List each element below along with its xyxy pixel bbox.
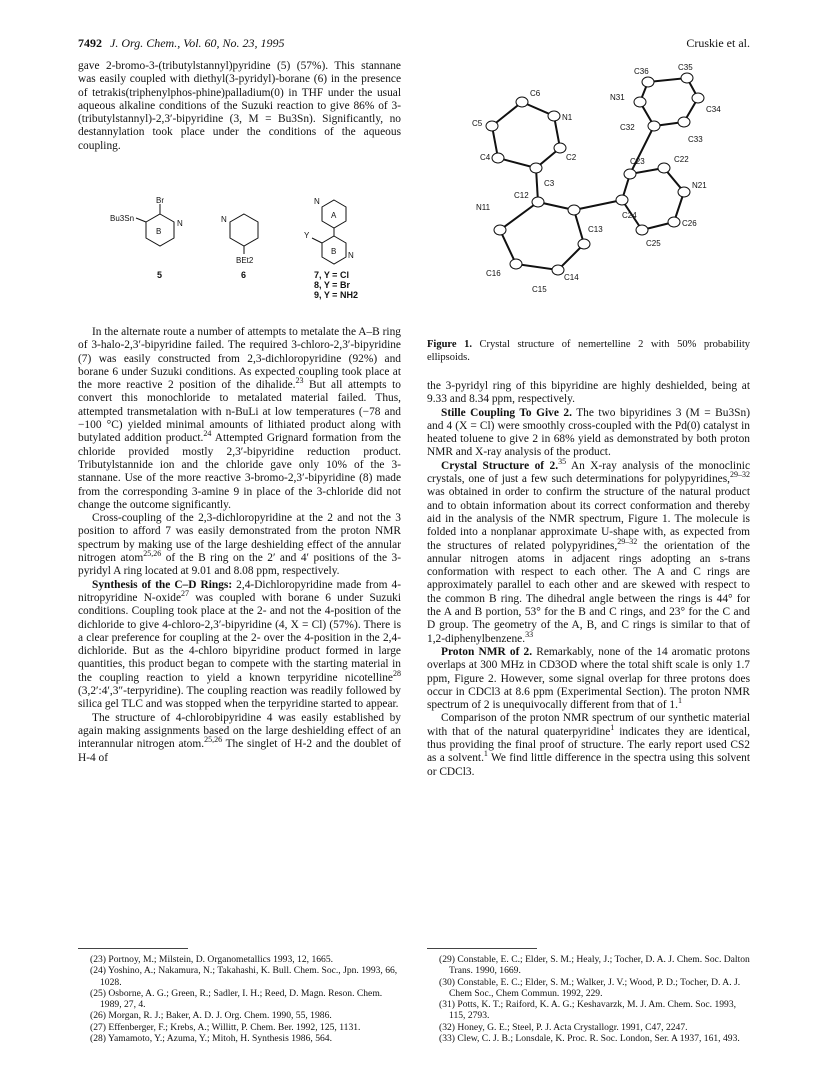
paragraph: Synthesis of the C–D Rings: 2,4-Dichloropyridine made from 4-nitropyridine N-oxide$^{27}$ was coupled with borane 6 under Suzuki conditions. Coupling took place at the 2- and not the 4-position of the dichloride to give 4-chloro-2,3′-bipyridine (4, X = Cl) (57%). There is a clear preference for coupling at the 2- over the 4-position in the 2,4-dichloride. But as the 4-chloro bipyridine product formed in large quantities, this product began to compete with the starting material in the coupling reaction to yield a known terpyridine nicotelline$^{28}$ (3,2′:4′,3″-terpyridine). The coupling reaction was readily followed by silica gel TLC and was stopped when the terpyridine started to appear. (78, 578, 402, 711)
bromo-label: Br (156, 196, 164, 205)
atom-label: C13 (588, 225, 603, 234)
chemical-structures (78, 196, 401, 312)
compound-7-label: 7, Y = Cl (314, 270, 349, 280)
atom-label: C2 (566, 153, 577, 162)
paragraph: Crystal Structure of 2.35 An X-ray analysis of the monoclinic crystals, one of just a few such determinations for polypyridines,$^{29-32}$ was obtained in order to confirm the structure of the natural product and to obtain information about its correct conformation and thereby aid in the analysis of the NMR spectrum, Figure 1. The molecule is folded into a nonplanar approximate U-shape with, as expected from the structures of related polypyridines,$^{29-32}$ the orientation of the annular nitrogen atoms in adjacent rings adopting an s-trans conformation with respect to each other. The A and C rings are approximately parallel to each other and are skewed with respect to the common B ring. The dihedral angle between the rings is 44° for the A and B portion, 53° for the B and C rings, and 23° for the C and D group. The geometry of the A, B, and C rings is similar to that of 1,2-diphenylbenzene.$^{33}$ (427, 456, 751, 645)
page-header (78, 36, 750, 52)
substituent-y-label: Y (304, 231, 310, 240)
section-heading: Synthesis of the C–D Rings: (92, 578, 233, 591)
footnote-divider (427, 948, 537, 949)
paragraph: Proton NMR of 2. Remarkably, none of the 14 aromatic protons overlaps at 300 MHz in CD3OD where the total shift scale is only 1.7 ppm, Figure 2. However, some signal overlap for three protons does occur in CDCl3 at 8.6 ppm (Experimental Section). The proton NMR spectrum of 2 is unequivocally different from that of 1.$^1$ (427, 645, 750, 712)
atom-label: C36 (634, 67, 649, 76)
atom-label: C12 (514, 191, 529, 200)
diethylborane-label: BEt2 (236, 256, 254, 265)
atom-label: N11 (476, 203, 491, 212)
atom-label: C26 (682, 219, 697, 228)
paragraph: Cross-coupling of the 2,3-dichloropyridine at the 2 and not the 3 position to afford 7 was easily demonstrated from the proton NMR spectrum by making use of the large deshielding effect of the annular nitrogen atom$^{25,26}$ of the B ring on the 2′ and 4′ positions of the 3-pyridyl A ring located at 9.01 and 8.08 ppm, respectively. (78, 512, 401, 578)
ring-b-label: B (156, 227, 162, 236)
reference-item: (27) Effenberger, F.; Krebs, A.; Willitt, P. Chem. Ber. 1992, 125, 1131. (90, 1021, 361, 1033)
ring-a-label: A (331, 211, 337, 220)
atom-ellipsoids (486, 73, 704, 275)
references-right (427, 954, 750, 1044)
journal-citation (78, 36, 285, 51)
section-heading: Stille Coupling To Give 2. (441, 406, 572, 419)
compound-8-label: 8, Y = Br (314, 280, 350, 290)
paragraph: The structure of 4-chlorobipyridine 4 was easily established by again making assignments based on the large deshielding effect of an interannular nitrogen atom.$^{25,26}$ The singlet of H-2 and the doublet of H-4 of (78, 711, 401, 764)
atom-label: N31 (610, 93, 625, 102)
reference-item: (31) Potts, K. T.; Raiford, K. A. G.; Keshavarzk, M. J. Am. Chem. Soc. 1993, 115, 2793. (439, 999, 737, 1022)
atom-label: C34 (706, 105, 721, 114)
references-left (78, 954, 401, 1044)
crystal-structure-figure (452, 60, 752, 330)
right-column-body (427, 380, 750, 779)
page-number: 7492 (78, 36, 102, 50)
paragraph: the 3-pyridyl ring of this bipyridine are highly deshielded, being at 9.33 and 8.34 ppm, respectively. (427, 380, 750, 406)
reference-item: (30) Constable, E. C.; Elder, S. M.; Walker, J. V.; Wood, P. D.; Tocher, D. A. J. Chem Soc., Chem Commun. 1992, 229. (439, 976, 741, 999)
compound-9-label: 9, Y = NH2 (314, 290, 358, 300)
footnote-divider (78, 948, 188, 949)
atom-label: C5 (472, 119, 483, 128)
atom-label: C35 (678, 63, 693, 72)
paragraph: In the alternate route a number of attempts to metalate the A–B ring of 3-halo-2,3′-bipyridine failed. The required 3-chloro-2,3′-bipyridine (7) was easily constructed from 2,3-dichloropyridine (92%) and borane 6 under Suzuki conditions. As expected coupling took place at the more reactive 2 position of the dihalide.$^{23}$ But all attempts to convert this monochloride to metalated material failed. Thus, attempted transmetalation with n-BuLi at low temperatures (−78 and −100 °C) yielded minimal amounts of lithiated product along with butylated addition product.$^{24}$ Attempted Grignard formation from the chloride provided mostly 2,3′-bipyridine reduction product. Tributylstannide ion and the chloride gave only 10% of the 3-stannane. Use of the more reactive 3-bromo-2,3′-bipyridine (8) made from the corresponding 3-amine 9 in place of the 3-chloride did not change the outcome significantly. (78, 326, 401, 511)
atom-label: C6 (530, 89, 541, 98)
atom-label: N21 (692, 181, 707, 190)
nitrogen-label: N (314, 197, 320, 206)
section-heading: Proton NMR of 2. (441, 645, 533, 658)
reference-item: (33) Clew, C. J. B.; Lonsdale, K. Proc. R. Soc. London, Ser. A 1937, 161, 493. (439, 1033, 740, 1045)
left-column-top (78, 60, 401, 153)
left-column-body (78, 326, 401, 765)
nitrogen-label: N (221, 215, 227, 224)
atom-label: C24 (622, 211, 637, 220)
reference-item: (29) Constable, E. C.; Elder, S. M.; Healy, J.; Tocher, D. A. J. Chem. Soc. Dalton Trans. 1990, 1669. (439, 954, 750, 977)
atom-label: C15 (532, 285, 547, 294)
running-authors: Cruskie et al. (686, 36, 750, 50)
reference-item: (24) Yoshino, A.; Nakamura, N.; Takahashi, K. Bull. Chem. Soc., Jpn. 1993, 66, 1028. (90, 965, 398, 988)
paragraph: gave 2-bromo-3-(tributylstannyl)pyridine (5) (57%). This stannane was easily coupled with diethyl(3-pyridyl)-borane (6) in the presence of tetrakis(triphenylphos-phine)palladium(0) in THF under the usual aqueous alkaline conditions of the Suzuki reaction to give 86% of 3-(tributylstannyl)-2,3′-bipyridine (3, M = Bu3Sn). Significantly, no destannylation took place under the conditions of the aqueous coupling. (78, 60, 401, 152)
atom-label: C22 (674, 155, 689, 164)
compound-6-label: 6 (241, 270, 247, 280)
reference-item: (23) Portnoy, M.; Milstein, D. Organometallics 1993, 12, 1665. (90, 954, 334, 965)
atom-labels (472, 63, 721, 294)
atom-label: C25 (646, 239, 661, 248)
section-heading: Crystal Structure of 2. (441, 459, 559, 472)
atom-label: C16 (486, 269, 501, 278)
figure-label: Figure 1. (427, 339, 472, 350)
atom-label: C32 (620, 123, 635, 132)
atom-label: C4 (480, 153, 491, 162)
journal-name: J. Org. Chem., Vol. 60, No. 23, 1995 (110, 36, 285, 50)
nitrogen-label: N (348, 251, 354, 260)
atom-label: C3 (544, 179, 555, 188)
paragraph: Stille Coupling To Give 2. The two bipyridines 3 (M = Bu3Sn) and 4 (X = Cl) were smoothly cross-coupled with the Pd(0) catalyst in heated toluene to give 2 in 68% yield as demonstrated by both proton NMR and X-ray analysis of the product. (427, 406, 750, 459)
atom-label: C33 (688, 135, 703, 144)
figure-caption: Figure 1. Crystal structure of nemertelline 2 with 50% probability ellipsoids. (427, 339, 750, 363)
reference-item: (26) Morgan, R. J.; Baker, A. D. J. Org. Chem. 1990, 55, 1986. (90, 1010, 332, 1022)
atom-label: N1 (562, 113, 573, 122)
atom-label: C23 (630, 157, 645, 166)
paragraph: Comparison of the proton NMR spectrum of our synthetic material with that of the natural quaterpyridine$^1$ indicates they are identical, thus providing the final proof of structure. The early report used CS2 as a solvent.$^1$ We find little difference in the spectra using this solvent or CDCl3. (427, 712, 750, 778)
nitrogen-label: N (177, 219, 183, 228)
reference-item: (25) Osborne, A. G.; Green, R.; Sadler, I. H.; Reed, D. Magn. Reson. Chem. 1989, 27, 4. (90, 987, 383, 1011)
reference-item: (32) Honey, G. E.; Steel, P. J. Acta Crystallogr. 1991, C47, 2247. (439, 1021, 688, 1033)
tributylstannyl-label: Bu3Sn (110, 214, 135, 223)
pyridine-ring-6 (230, 214, 258, 246)
atom-label: C14 (564, 273, 579, 282)
compound-5-label: 5 (157, 270, 163, 280)
ring-b-label: B (331, 247, 337, 256)
reference-item: (28) Yamamoto, Y.; Azuma, Y.; Mitoh, H. Synthesis 1986, 564. (90, 1033, 332, 1045)
